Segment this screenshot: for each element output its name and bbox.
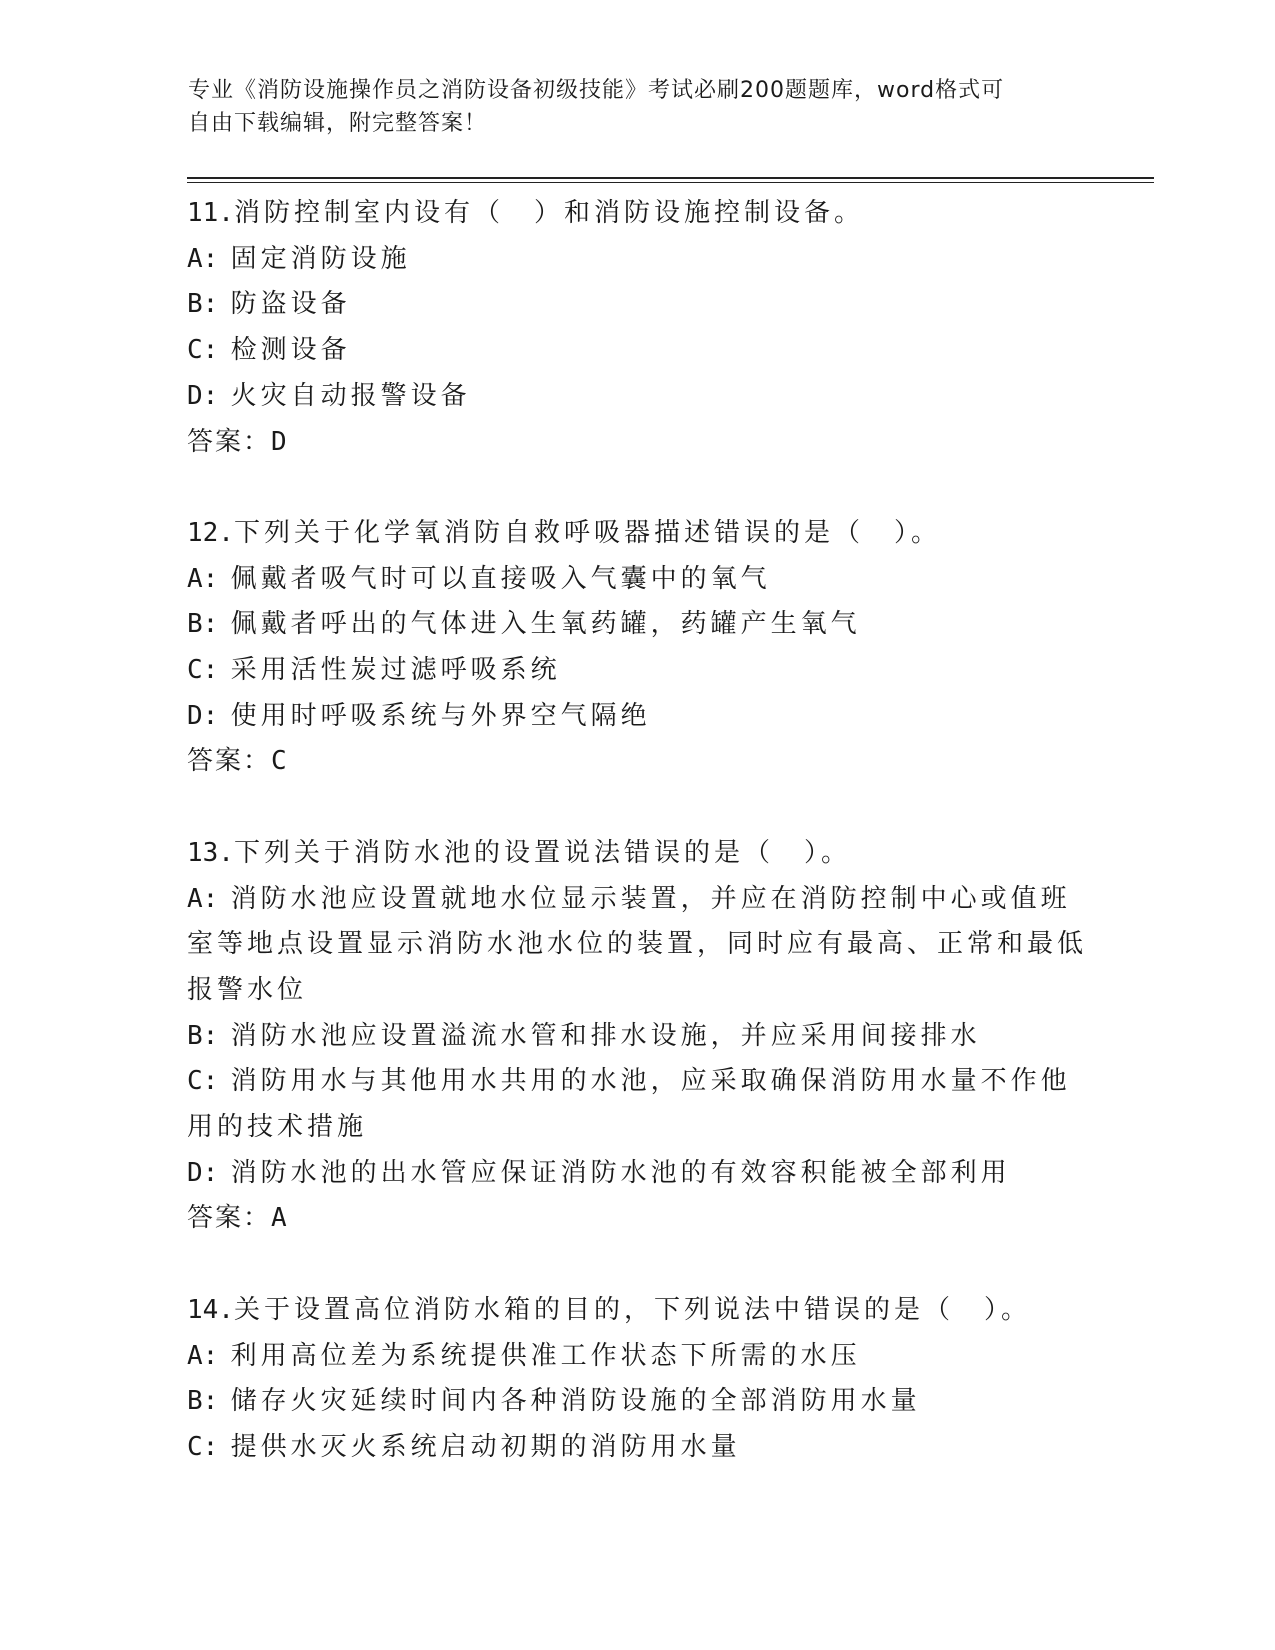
document-header xyxy=(188,74,1068,140)
answer-label: 答案： xyxy=(187,746,272,777)
option-text: 采用活性炭过滤呼吸系统 xyxy=(218,655,561,686)
option-text: 使用时呼吸系统与外界空气隔绝 xyxy=(218,700,651,731)
header-divider-thin xyxy=(187,182,1154,183)
option-text: 利用高位差为系统提供准工作状态下所需的水压 xyxy=(218,1340,861,1371)
option-key: A: xyxy=(187,563,219,594)
option-key: A: xyxy=(187,243,219,274)
option-text: 佩戴者吸气时可以直接吸入气囊中的氧气 xyxy=(218,563,771,594)
question-number: 11. xyxy=(187,198,234,228)
answer-line xyxy=(187,1196,1087,1242)
question-number: 13. xyxy=(187,837,234,868)
option-a xyxy=(187,877,1087,1014)
option-b xyxy=(187,282,1087,328)
option-key: B: xyxy=(187,1386,219,1417)
option-key: D: xyxy=(187,700,219,731)
option-c xyxy=(187,1425,1087,1471)
option-text: 消防用水与其他用水共用的水池，应采取确保消防用水量不作他用的技术措施 xyxy=(187,1066,1071,1143)
option-c xyxy=(187,648,1087,694)
option-a xyxy=(187,237,1087,283)
option-d xyxy=(187,694,1087,740)
option-b xyxy=(187,602,1087,648)
option-c xyxy=(187,328,1087,374)
option-key: B: xyxy=(187,609,219,640)
option-key: A: xyxy=(187,883,219,914)
answer-line xyxy=(187,739,1087,785)
option-d xyxy=(187,374,1087,420)
option-a xyxy=(187,557,1087,603)
option-c xyxy=(187,1059,1087,1150)
question-stem xyxy=(187,831,1087,877)
option-text: 防盗设备 xyxy=(218,289,351,320)
option-key: C: xyxy=(187,655,219,686)
answer-value: A xyxy=(271,1203,287,1234)
answer-value: C xyxy=(271,746,287,777)
question-14 xyxy=(187,1288,1087,1471)
question-13 xyxy=(187,831,1087,1242)
option-text: 消防水池应设置就地水位显示装置，并应在消防控制中心或值班室等地点设置显示消防水池水位的装置，同时应有最高、正常和最低报警水位 xyxy=(187,883,1088,1005)
option-text: 固定消防设施 xyxy=(218,243,411,274)
question-number: 14. xyxy=(187,1294,234,1325)
option-key: C: xyxy=(187,335,219,366)
question-text: 下列关于消防水池的设置说法错误的是（ ）。 xyxy=(233,837,851,868)
option-key: D: xyxy=(187,1157,219,1188)
option-text: 火灾自动报警设备 xyxy=(218,380,471,411)
option-text: 检测设备 xyxy=(218,335,351,366)
option-text: 佩戴者呼出的气体进入生氧药罐，药罐产生氧气 xyxy=(218,609,861,640)
option-text: 提供水灭火系统启动初期的消防用水量 xyxy=(218,1431,741,1462)
question-list xyxy=(187,191,1087,1471)
option-text: 消防水池应设置溢流水管和排水设施，并应采用间接排水 xyxy=(218,1020,981,1051)
option-text: 消防水池的出水管应保证消防水池的有效容积能被全部利用 xyxy=(218,1157,1011,1188)
option-key: B: xyxy=(187,289,219,320)
question-number: 12. xyxy=(187,517,234,548)
option-text: 储存火灾延续时间内各种消防设施的全部消防用水量 xyxy=(218,1386,921,1417)
header-divider-thick xyxy=(187,177,1154,179)
option-key: B: xyxy=(187,1020,219,1051)
answer-line xyxy=(187,420,1087,466)
option-key: C: xyxy=(187,1066,219,1097)
option-key: C: xyxy=(187,1431,219,1462)
header-line-2: 自由下载编辑，附完整答案！ xyxy=(188,111,488,136)
option-d xyxy=(187,1151,1087,1197)
answer-label: 答案： xyxy=(187,426,272,457)
option-key: A: xyxy=(187,1340,219,1371)
question-stem xyxy=(187,1288,1087,1334)
answer-label: 答案： xyxy=(187,1203,272,1234)
option-key: D: xyxy=(187,380,219,411)
question-11 xyxy=(187,191,1087,465)
header-line-1: 专业《消防设施操作员之消防设备初级技能》考试必刷200题题库，word格式可 xyxy=(188,78,1005,103)
question-12 xyxy=(187,511,1087,785)
question-text: 消防控制室内设有（ ）和消防设施控制设备。 xyxy=(233,198,864,228)
option-b xyxy=(187,1014,1087,1060)
option-a xyxy=(187,1334,1087,1380)
answer-value: D xyxy=(271,426,287,457)
question-text: 关于设置高位消防水箱的目的，下列说法中错误的是（ ）。 xyxy=(233,1294,1031,1325)
option-b xyxy=(187,1379,1087,1425)
question-text: 下列关于化学氧消防自救呼吸器描述错误的是（ ）。 xyxy=(233,517,941,548)
question-stem xyxy=(187,511,1087,557)
question-stem xyxy=(187,191,1087,237)
